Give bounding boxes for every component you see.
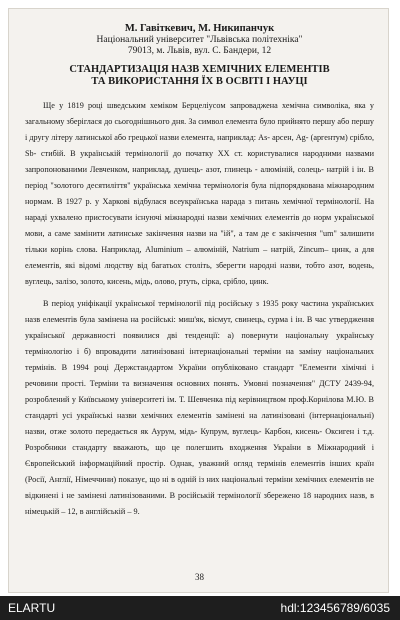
handle-id[interactable]: hdl:123456789/6035 [280,601,390,615]
article-header [25,23,374,57]
affiliation: Національний університет "Львівська політехніка" [96,35,303,46]
address: 79013, м. Львів, вул. С. Бандери, 12 [127,45,272,56]
page-content [25,23,374,584]
page-number: 38 [195,572,204,582]
authors: М. Гавіткевич, М. Никипанчук [124,23,275,34]
title-line-2: ТА ВИКОРИСТАННЯ ЇХ В ОСВІТІ І НАУЦІ [91,75,308,87]
repository-footer [0,596,400,620]
scanned-page [8,8,389,593]
article-title [25,64,374,88]
article-body [25,98,374,520]
repository-name[interactable]: ELARTU [8,601,56,615]
paragraph-2: В період уніфікації української термінології під російську з 1935 року частина українських назв елементів була замінена на російські: миш'як, вісмут, свинець, сурма і ін. В час утвердження української державності появилися дві тенденції: а) повернути національну українську термінологію і б) впровадити латинізовані інтернаціональні терміни на заміну національних термінів. В 1994 році Держстандартом України опубліковано стандарт "Елементи хімічні і речовини прості. Терміни та визначення основних понять. Умовні позначення" ДСТУ 2439-94, розроблений у Київському університеті ім. Т. Шевченка під керівництвом проф.Корнілова М.Ю. В стандарті усі українські назви хемічних елементів замінені на латинізовані (інтернаціональні) назви, отже золото передається як Аурум, мідь- Купрум, вуглець- Карбон, кисень- Оксиген і т.д. Розробники стандарту вважають, що це полегшить входження України в Міжнародний і Європейський інформаційний простір. Однак, уважний огляд термінів елементів інших країн (Росії, Англії, Німеччини) показує, що ні в одній із них національні терміни хемічних елементів не відкинені і не замінені латинізованими. В російській термінології збережено 18 народних назв, в німецькій – 12, в англійській – 9. [25,298,374,516]
title-line-1: СТАНДАРТИЗАЦІЯ НАЗВ ХЕМІЧНИХ ЕЛЕМЕНТІВ [69,63,330,75]
paragraph-1: Ще у 1819 році шведським хеміком Берцеліусом запроваджена хемічна символіка, яка у загальному зберіглася до сьогоднішнього дня. За символ елемента було прийнято першу або першу і другу літеру латинської або грецької назви елемента, наприклад: As- арсен, Ag- (аргентум) срібло, Sb- стибій. В українській термінології до початку XX ст. користувалися народними назвами запропонованими Левченком, наприклад, душець- азот, глинець - алюміній, солець- натрій і ін. В період "золотого десятиліття" українська хемічна термінологія була підпорядкована міжнародним нормам. В 1927 р. у Харкові відбулася всеукраїнська нарада з питань хемічної термінології. На нараді ухвалено пристосувати існуючі міжнародні назви хемічних елементів до норм української мови, а саме замінити латинське закінчення назви на "ій", а там де є закінчення "um" залишити тільки корінь слова. Наприклад, Aluminium – алюміній, Natrium – натрій, Zincum– цинк, а для елементів, які відомі людству від багатьох століть, зберегти народні назви, тобто азот, водень, вуглець, залізо, золото, кисень, мідь, олово, ртуть, сірка, срібло, цинк. [25,101,374,286]
